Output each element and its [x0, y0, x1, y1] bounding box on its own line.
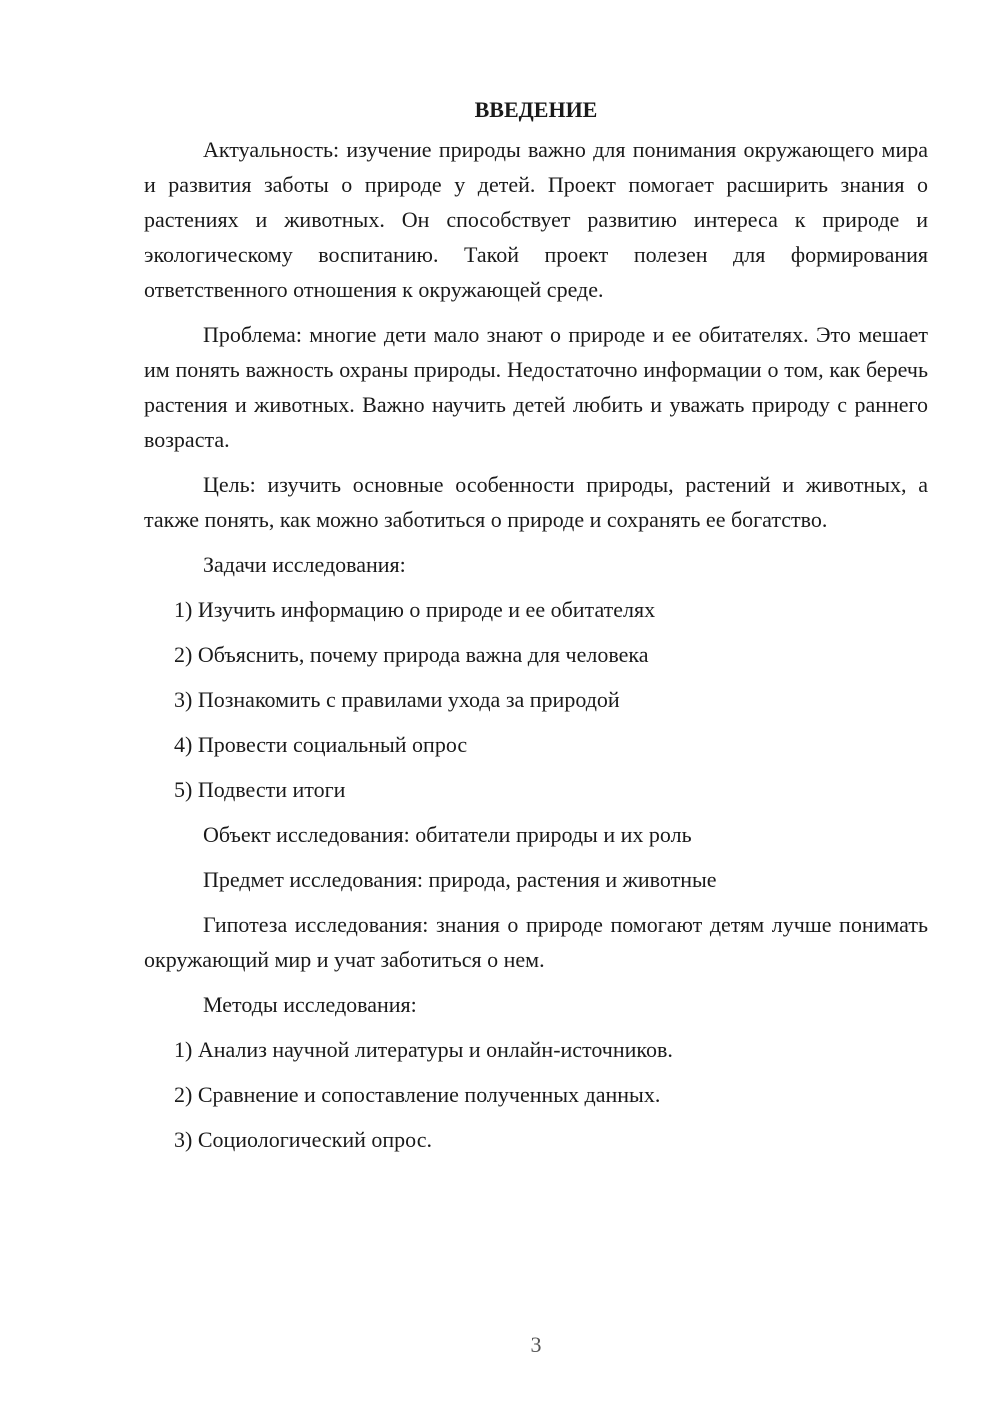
subject-paragraph: Предмет исследования: природа, растения и животные — [203, 867, 717, 892]
tasks-heading: Задачи исследования: — [203, 552, 406, 577]
list-item: 1) Изучить информацию о природе и ее обитателях — [174, 597, 656, 622]
list-item: 5) Подвести итоги — [174, 777, 346, 802]
methods-list — [144, 1032, 928, 1157]
methods-heading: Методы исследования: — [203, 992, 417, 1017]
list-item: 3) Социологический опрос. — [174, 1127, 432, 1152]
section-title: ВВЕДЕНИЕ — [474, 97, 598, 122]
list-item: 4) Провести социальный опрос — [174, 732, 468, 757]
page-number: 3 — [530, 1332, 542, 1357]
document-page — [144, 92, 928, 1157]
object-paragraph: Объект исследования: обитатели природы и их роль — [203, 822, 692, 847]
list-item: 3) Познакомить с правилами ухода за природой — [174, 687, 620, 712]
goal-paragraph: Цель: изучить основные особенности природы, растений и животных, а также понять, как можно заботиться о природе и сохранять ее богатство. — [144, 472, 928, 532]
list-item: 2) Объяснить, почему природа важна для человека — [174, 642, 649, 667]
relevance-paragraph: Актуальность: изучение природы важно для понимания окружающего мира и развития заботы о природе у детей. Проект помогает расширить знания о растениях и животных. Он способствует развитию интереса к природе и экологическому воспитанию. Такой проект полезен для формирования ответственного отношения к окружающей среде. — [144, 137, 928, 302]
tasks-list — [144, 592, 928, 807]
hypothesis-paragraph: Гипотеза исследования: знания о природе помогают детям лучше понимать окружающий мир и учат заботиться о нем. — [144, 912, 928, 972]
list-item: 1) Анализ научной литературы и онлайн-источников. — [174, 1037, 673, 1062]
problem-paragraph: Проблема: многие дети мало знают о природе и ее обитателях. Это мешает им понять важность охраны природы. Недостаточно информации о том, как беречь растения и животных. Важно научить детей любить и уважать природу с раннего возраста. — [144, 322, 928, 452]
list-item: 2) Сравнение и сопоставление полученных данных. — [174, 1082, 661, 1107]
